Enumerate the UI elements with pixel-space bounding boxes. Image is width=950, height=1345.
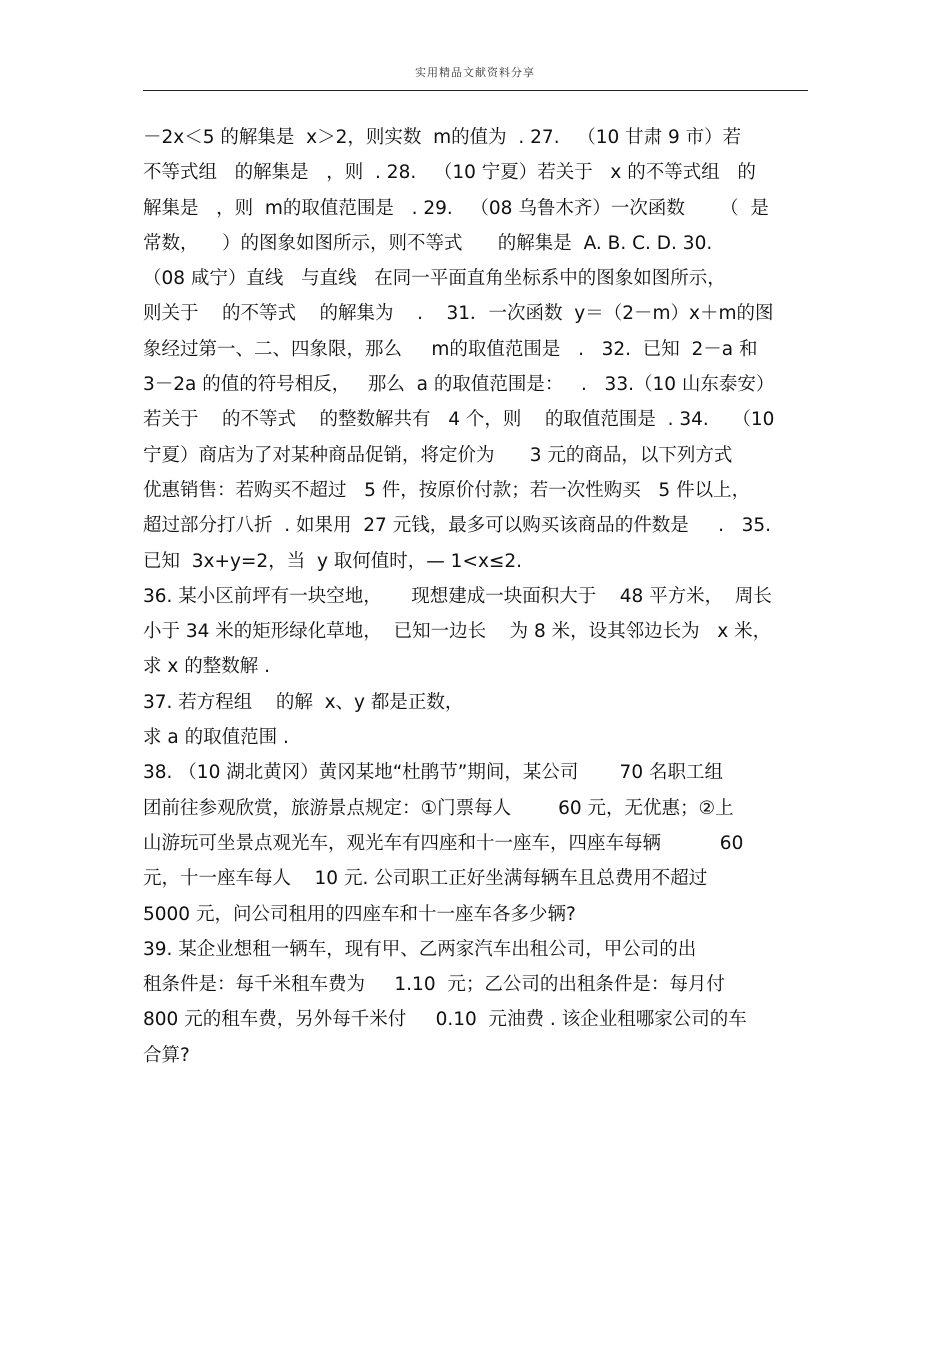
text-line: 租条件是：每千米租车费为 1.10 元；乙公司的出租条件是：每月付 <box>143 974 725 996</box>
text-line: 若关于 的不等式 的整数解共有 4 个，则 的取值范围是 . 34. （10 <box>143 409 775 431</box>
text-line: 优惠销售：若购买不超过 5 件，按原价付款；若一次性购买 5 件以上， <box>143 479 751 501</box>
text-line: 合算? <box>143 1044 190 1066</box>
question-39-line: 39. 某企业想租一辆车，现有甲、乙两家汽车出租公司，甲公司的出 <box>143 938 697 960</box>
text-line: －2x＜5 的解集是 x＞2，则实数 m的值为 . 27. （10 甘肃 9 市）若 <box>143 127 742 148</box>
header-divider <box>143 90 808 91</box>
text-line: 求 x 的整数解 . <box>143 656 270 678</box>
text-line: 5000 元，问公司租用的四座车和十一座车各多少辆? <box>143 903 576 925</box>
page-header: 实用精品文献资料分享 <box>415 66 535 79</box>
question-36-line: 36. 某小区前坪有一块空地， 现想建成一块面积大于 48 平方米， 周长 <box>143 585 772 607</box>
question-38-line: 38. （10 湖北黄冈）黄冈某地“杜鹃节”期间，某公司 70 名职工组 <box>143 762 723 784</box>
text-line: 3－2a 的值的符号相反， 那么 a 的取值范围是： . 33.（10 山东泰安） <box>143 374 775 396</box>
document-body <box>143 120 818 1073</box>
text-line: 常数， ）的图象如图所示，则不等式 的解集是 A. B. C. D. 30. <box>143 232 713 254</box>
text-line: （08 咸宁）直线 与直线 在同一平面直角坐标系中的图象如图所示， <box>143 268 726 290</box>
text-line: 团前往参观欣赏，旅游景点规定：①门票每人 60 元，无优惠；②上 <box>143 797 734 819</box>
text-line: 小于 34 米的矩形绿化草地， 已知一边长 为 8 米，设其邻边长为 x 米， <box>143 621 772 643</box>
text-line: 象经过第一、二、四象限，那么 m的取值范围是 . 32. 已知 2－a 和 <box>143 338 758 360</box>
text-line: 超过部分打八折 . 如果用 27 元钱，最多可以购买该商品的件数是 . 35. <box>143 515 772 537</box>
question-37-line: 37. 若方程组 的解 x、y 都是正数， <box>143 691 464 713</box>
text-line: 已知 3x+y=2，当 y 取何值时，— 1<x≤2. <box>143 550 523 572</box>
text-line: 求 a 的取值范围 . <box>143 727 289 749</box>
text-line: 不等式组 的解集是 ，则 . 28. （10 宁夏）若关于 x 的不等式组 的 <box>143 162 756 184</box>
text-line: 山游玩可坐景点观光车，观光车有四座和十一座车，四座车每辆 60 <box>143 832 744 854</box>
text-line: 800 元的租车费，另外每千米付 0.10 元油费 . 该企业租哪家公司的车 <box>143 1009 747 1031</box>
text-line: 宁夏）商店为了对某种商品促销，将定价为 3 元的商品，以下列方式 <box>143 444 733 466</box>
text-line: 元，十一座车每人 10 元. 公司职工正好坐满每辆车且总费用不超过 <box>143 868 708 890</box>
text-line: 则关于 的不等式 的解集为 . 31．一次函数 y＝（2－m）x＋m的图 <box>143 303 774 325</box>
text-line: 解集是 ，则 m的取值范围是 . 29. （08 乌鲁木齐）一次函数 （ 是 <box>143 197 769 219</box>
